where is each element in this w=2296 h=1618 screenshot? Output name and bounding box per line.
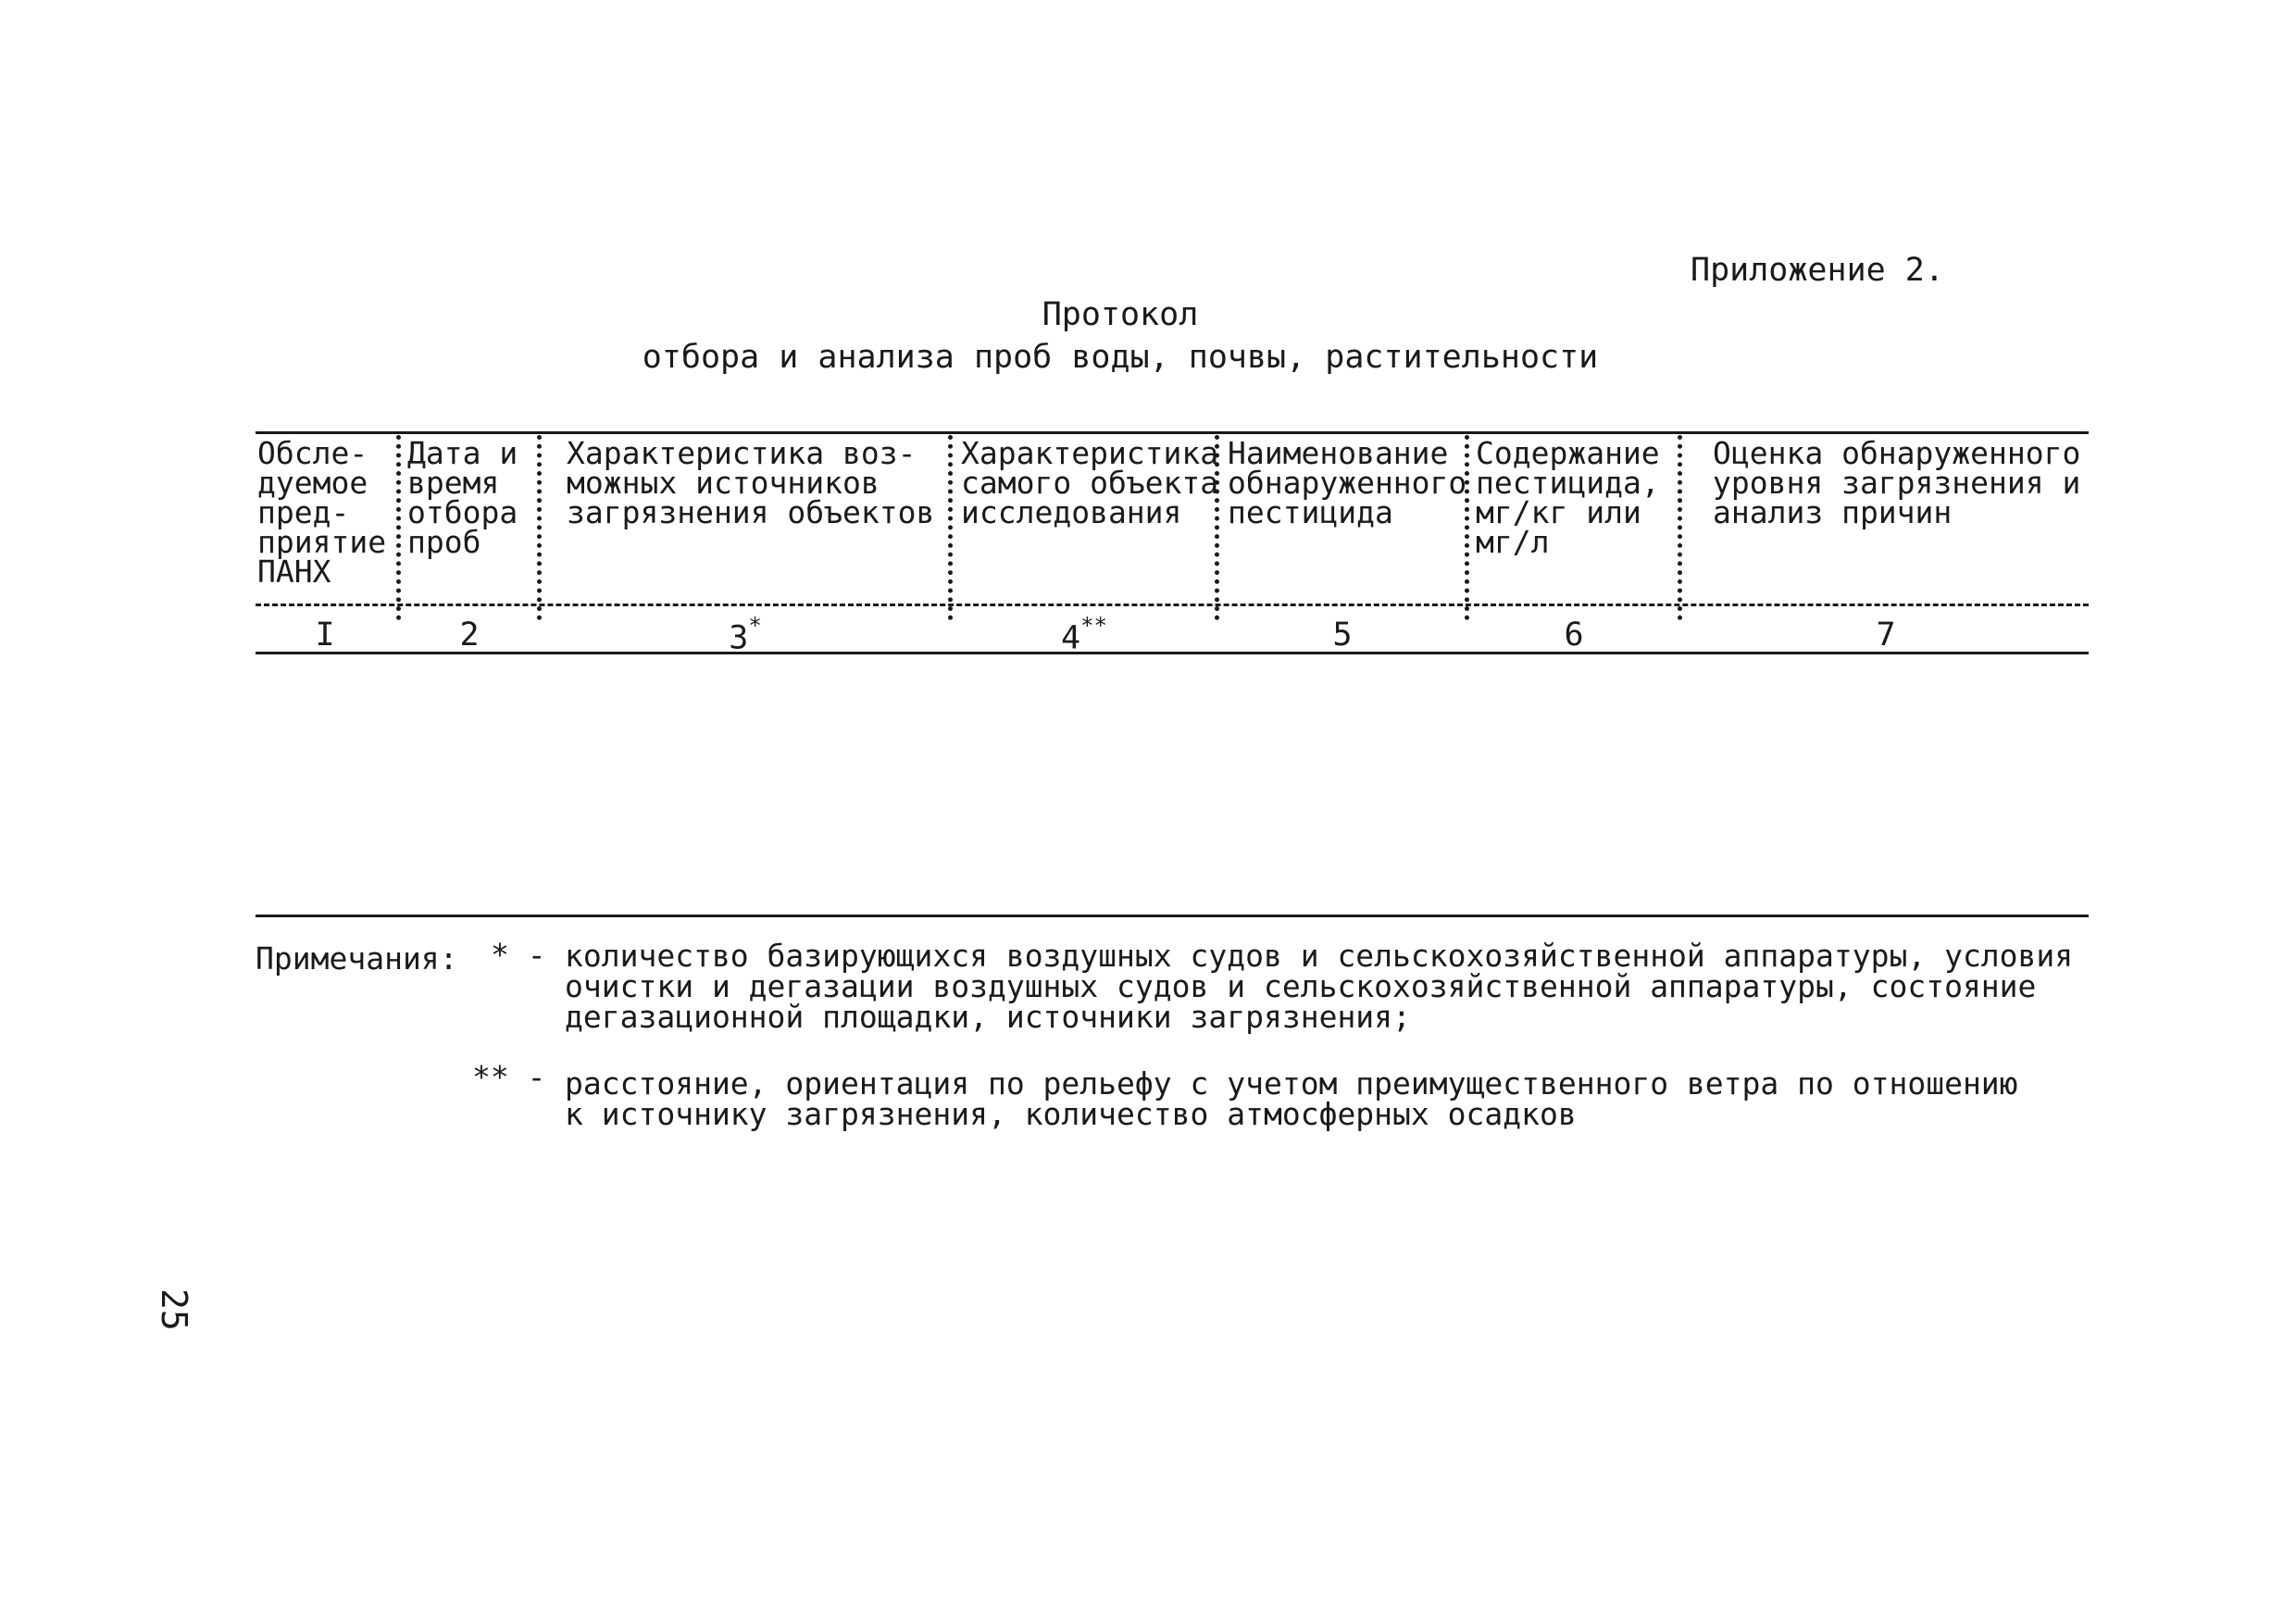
column-separator <box>537 435 542 620</box>
table-header-rule <box>256 604 2089 606</box>
header-pesticide-name: Наименование обнаруженного пестицида <box>1228 435 1467 530</box>
notes-label: Примечания: <box>256 940 458 977</box>
document-subtitle: отбора и анализа проб воды, почвы, растительности <box>642 339 1599 376</box>
header-assessment: Оценка обнаруженного уровня загрязнения и анализ причин <box>1713 435 2081 530</box>
column-separator <box>948 435 953 620</box>
column-number: 5 <box>1332 616 1353 653</box>
column-number: 4** <box>1061 613 1107 657</box>
column-number: 2 <box>459 616 480 653</box>
header-pesticide-content: Содержание пестицида, мг/кг или мг/л <box>1476 435 1660 560</box>
column-number: I <box>315 616 335 653</box>
header-pollution-sources: Характеристика воз- можных источников загрязнения объектов <box>567 435 935 530</box>
column-number: 6 <box>1564 616 1584 653</box>
column-separator <box>1215 435 1219 620</box>
note-mark: * - <box>491 937 546 973</box>
document-title: Протокол <box>1042 296 1199 333</box>
column-separator <box>1678 435 1682 620</box>
note-mark: ** - <box>472 1059 546 1095</box>
page-number: 25 <box>154 1288 194 1331</box>
note-text: количество базирующихся воздушных судов и сельскохозяйственной аппаратуры, условия очистки и дегазации воздушных судов и сельскохозяйственной аппаратуры, состояние дегазационной площадки, источники загрязнения; <box>565 938 2074 1035</box>
table-top-rule <box>256 431 2089 434</box>
appendix-label: Приложение 2. <box>1691 252 1944 289</box>
header-date-time: Дата и время отбора проб <box>407 435 518 560</box>
column-separator <box>1465 435 1469 620</box>
note-text: расстояние, ориентация по рельефу с учетом преимущественного ветра по отношению к источнику загрязнения, количество атмосферных осадков <box>565 1065 2018 1132</box>
column-number: 7 <box>1876 616 1896 653</box>
column-number: 3* <box>729 613 762 657</box>
table-bottom-rule <box>256 652 2089 654</box>
column-separator <box>396 435 401 620</box>
header-enterprise: Обсле- дуемое пред- приятие ПАНХ <box>257 435 387 590</box>
header-object-characteristics: Характеристика самого объекта исследования <box>961 435 1219 530</box>
notes-divider <box>256 915 2089 917</box>
